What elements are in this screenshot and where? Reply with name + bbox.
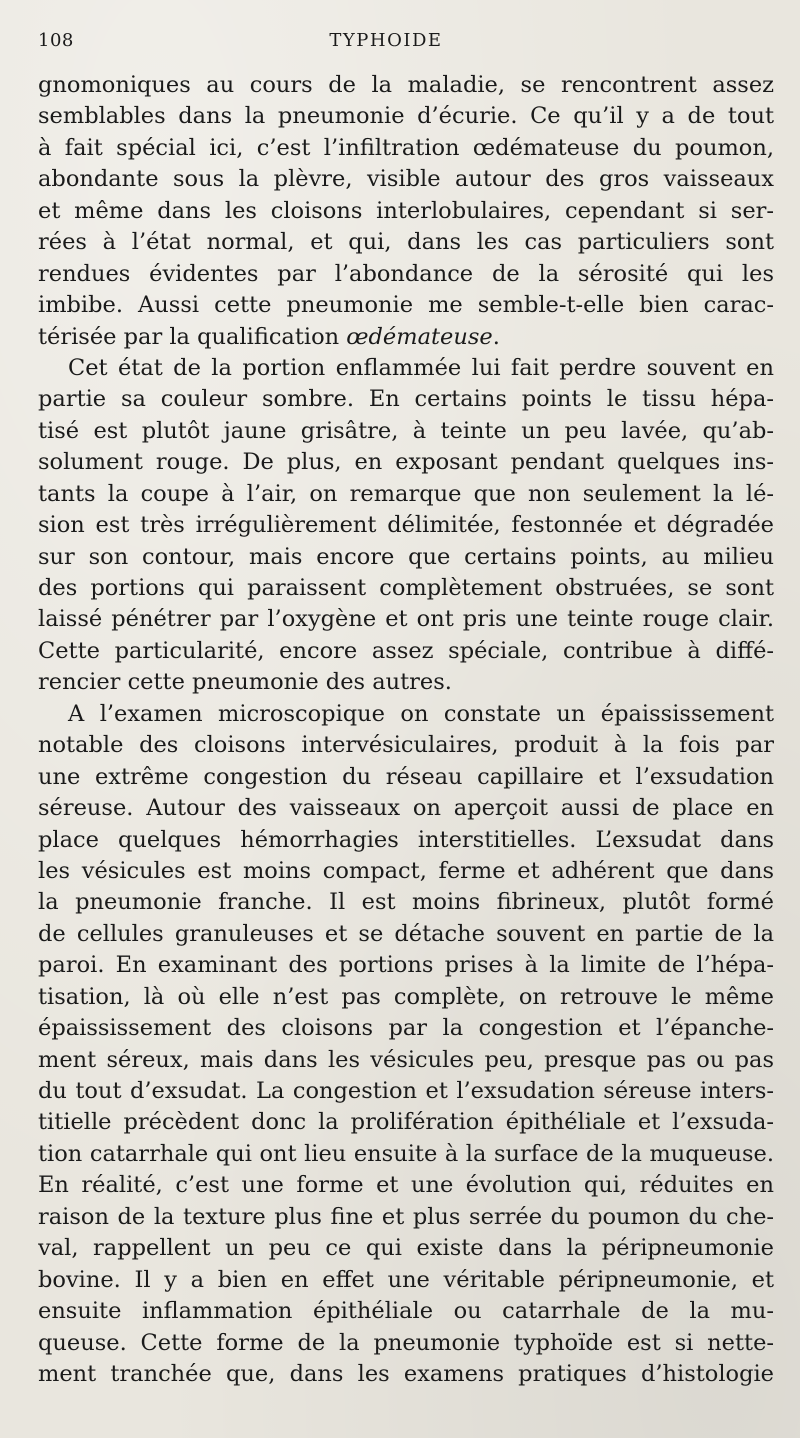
page-number: 108 <box>38 30 74 51</box>
text-line: tisé est plutôt jaune grisâtre, à teinte un peu lavée, qu’ab- <box>38 417 774 444</box>
body-text <box>38 70 774 1390</box>
text-line: A l’examen microscopique on constate un épaississement <box>68 700 774 727</box>
text-line: tants la coupe à l’air, on remarque que non seulement la lé- <box>38 480 774 507</box>
text-line: laissé pénétrer par l’oxygène et ont pris une teinte rouge clair. <box>38 606 774 633</box>
text-line: ment séreux, mais dans les vésicules peu, presque pas ou pas <box>38 1046 774 1073</box>
text-line: raison de la texture plus fine et plus serrée du poumon du che- <box>38 1203 774 1230</box>
page-header <box>38 30 774 60</box>
text-line: ment tranchée que, dans les examens pratiques d’histologie <box>38 1360 774 1387</box>
text-line: la pneumonie franche. Il est moins fibrineux, plutôt formé <box>38 889 774 916</box>
italic-term: œdémateuse <box>346 323 493 350</box>
text-line: de cellules granuleuses et se détache souvent en partie de la <box>38 920 774 947</box>
text-line: une extrême congestion du réseau capillaire et l’exsudation <box>38 763 774 790</box>
text-line: abondante sous la plèvre, visible autour des gros vaisseaux <box>38 166 774 193</box>
text-line: solument rouge. De plus, en exposant pendant quelques ins- <box>38 449 774 476</box>
running-head: TYPHOIDE <box>329 30 443 51</box>
text-line: gnomoniques au cours de la maladie, se rencontrent assez <box>38 72 774 98</box>
text-line: épaississement des cloisons par la congestion et l’épanche- <box>38 1015 774 1042</box>
text-line: queuse. Cette forme de la pneumonie typhoïde est si nette- <box>38 1329 774 1356</box>
text-line: Cette particularité, encore assez spéciale, contribue à diffé- <box>38 637 774 664</box>
paragraph-1 <box>38 70 774 353</box>
text-line: rées à l’état normal, et qui, dans les cas particuliers sont <box>38 229 774 256</box>
text-line: séreuse. Autour des vaisseaux on aperçoit aussi de place en <box>38 795 774 822</box>
text-line: ensuite inflammation épithéliale ou catarrhale de la mu- <box>38 1298 774 1325</box>
text-line: val, rappellent un peu ce qui existe dans la péripneumonie <box>38 1235 774 1262</box>
text-line: semblables dans la pneumonie d’écurie. Ce qu’il y a de tout <box>38 103 774 130</box>
text-line: des portions qui paraissent complètement obstruées, se sont <box>38 575 774 601</box>
text-line: Cet état de la portion enflammée lui fait perdre souvent en <box>68 354 774 381</box>
text-line: tion catarrhale qui ont lieu ensuite à la surface de la muqueuse. <box>38 1140 774 1167</box>
text-line: rencier cette pneumonie des autres. <box>38 669 452 696</box>
text-run: . <box>492 323 500 350</box>
text-line: place quelques hémorrhagies interstitielles. L’exsudat dans <box>38 826 774 853</box>
text-line: partie sa couleur sombre. En certains points le tissu hépa- <box>38 386 774 413</box>
text-line: rendues évidentes par l’abondance de la sérosité qui les <box>38 260 774 287</box>
text-line: sur son contour, mais encore que certains points, au milieu <box>38 543 774 570</box>
text-line: les vésicules est moins compact, ferme et adhérent que dans <box>38 857 774 884</box>
text-line: notable des cloisons intervésiculaires, produit à la fois par <box>38 732 774 759</box>
text-line <box>38 322 774 353</box>
text-line: paroi. En examinant des portions prises à la limite de l’hépa- <box>38 952 774 979</box>
text-line: En réalité, c’est une forme et une évolution qui, réduites en <box>38 1172 774 1199</box>
text-line: imbibe. Aussi cette pneumonie me semble-t-elle bien carac- <box>38 292 774 319</box>
text-line: à fait spécial ici, c’est l’infiltration œdémateuse du poumon, <box>38 134 774 161</box>
text-run: térisée par la qualification <box>38 323 347 350</box>
text-line: tisation, là où elle n’est pas complète, on retrouve le même <box>38 983 774 1010</box>
text-line: du tout d’exsudat. La congestion et l’exsudation séreuse inters- <box>38 1078 774 1104</box>
text-line: titielle précèdent donc la prolifération épithéliale et l’exsuda- <box>38 1109 774 1136</box>
paragraph-2 <box>38 353 774 699</box>
text-line: sion est très irrégulièrement délimitée, festonnée et dégradée <box>38 512 774 539</box>
paragraph-3 <box>38 699 774 1391</box>
text-line: bovine. Il y a bien en effet une véritable péripneumonie, et <box>38 1266 774 1293</box>
text-line: et même dans les cloisons interlobulaires, cependant si ser- <box>38 197 774 224</box>
